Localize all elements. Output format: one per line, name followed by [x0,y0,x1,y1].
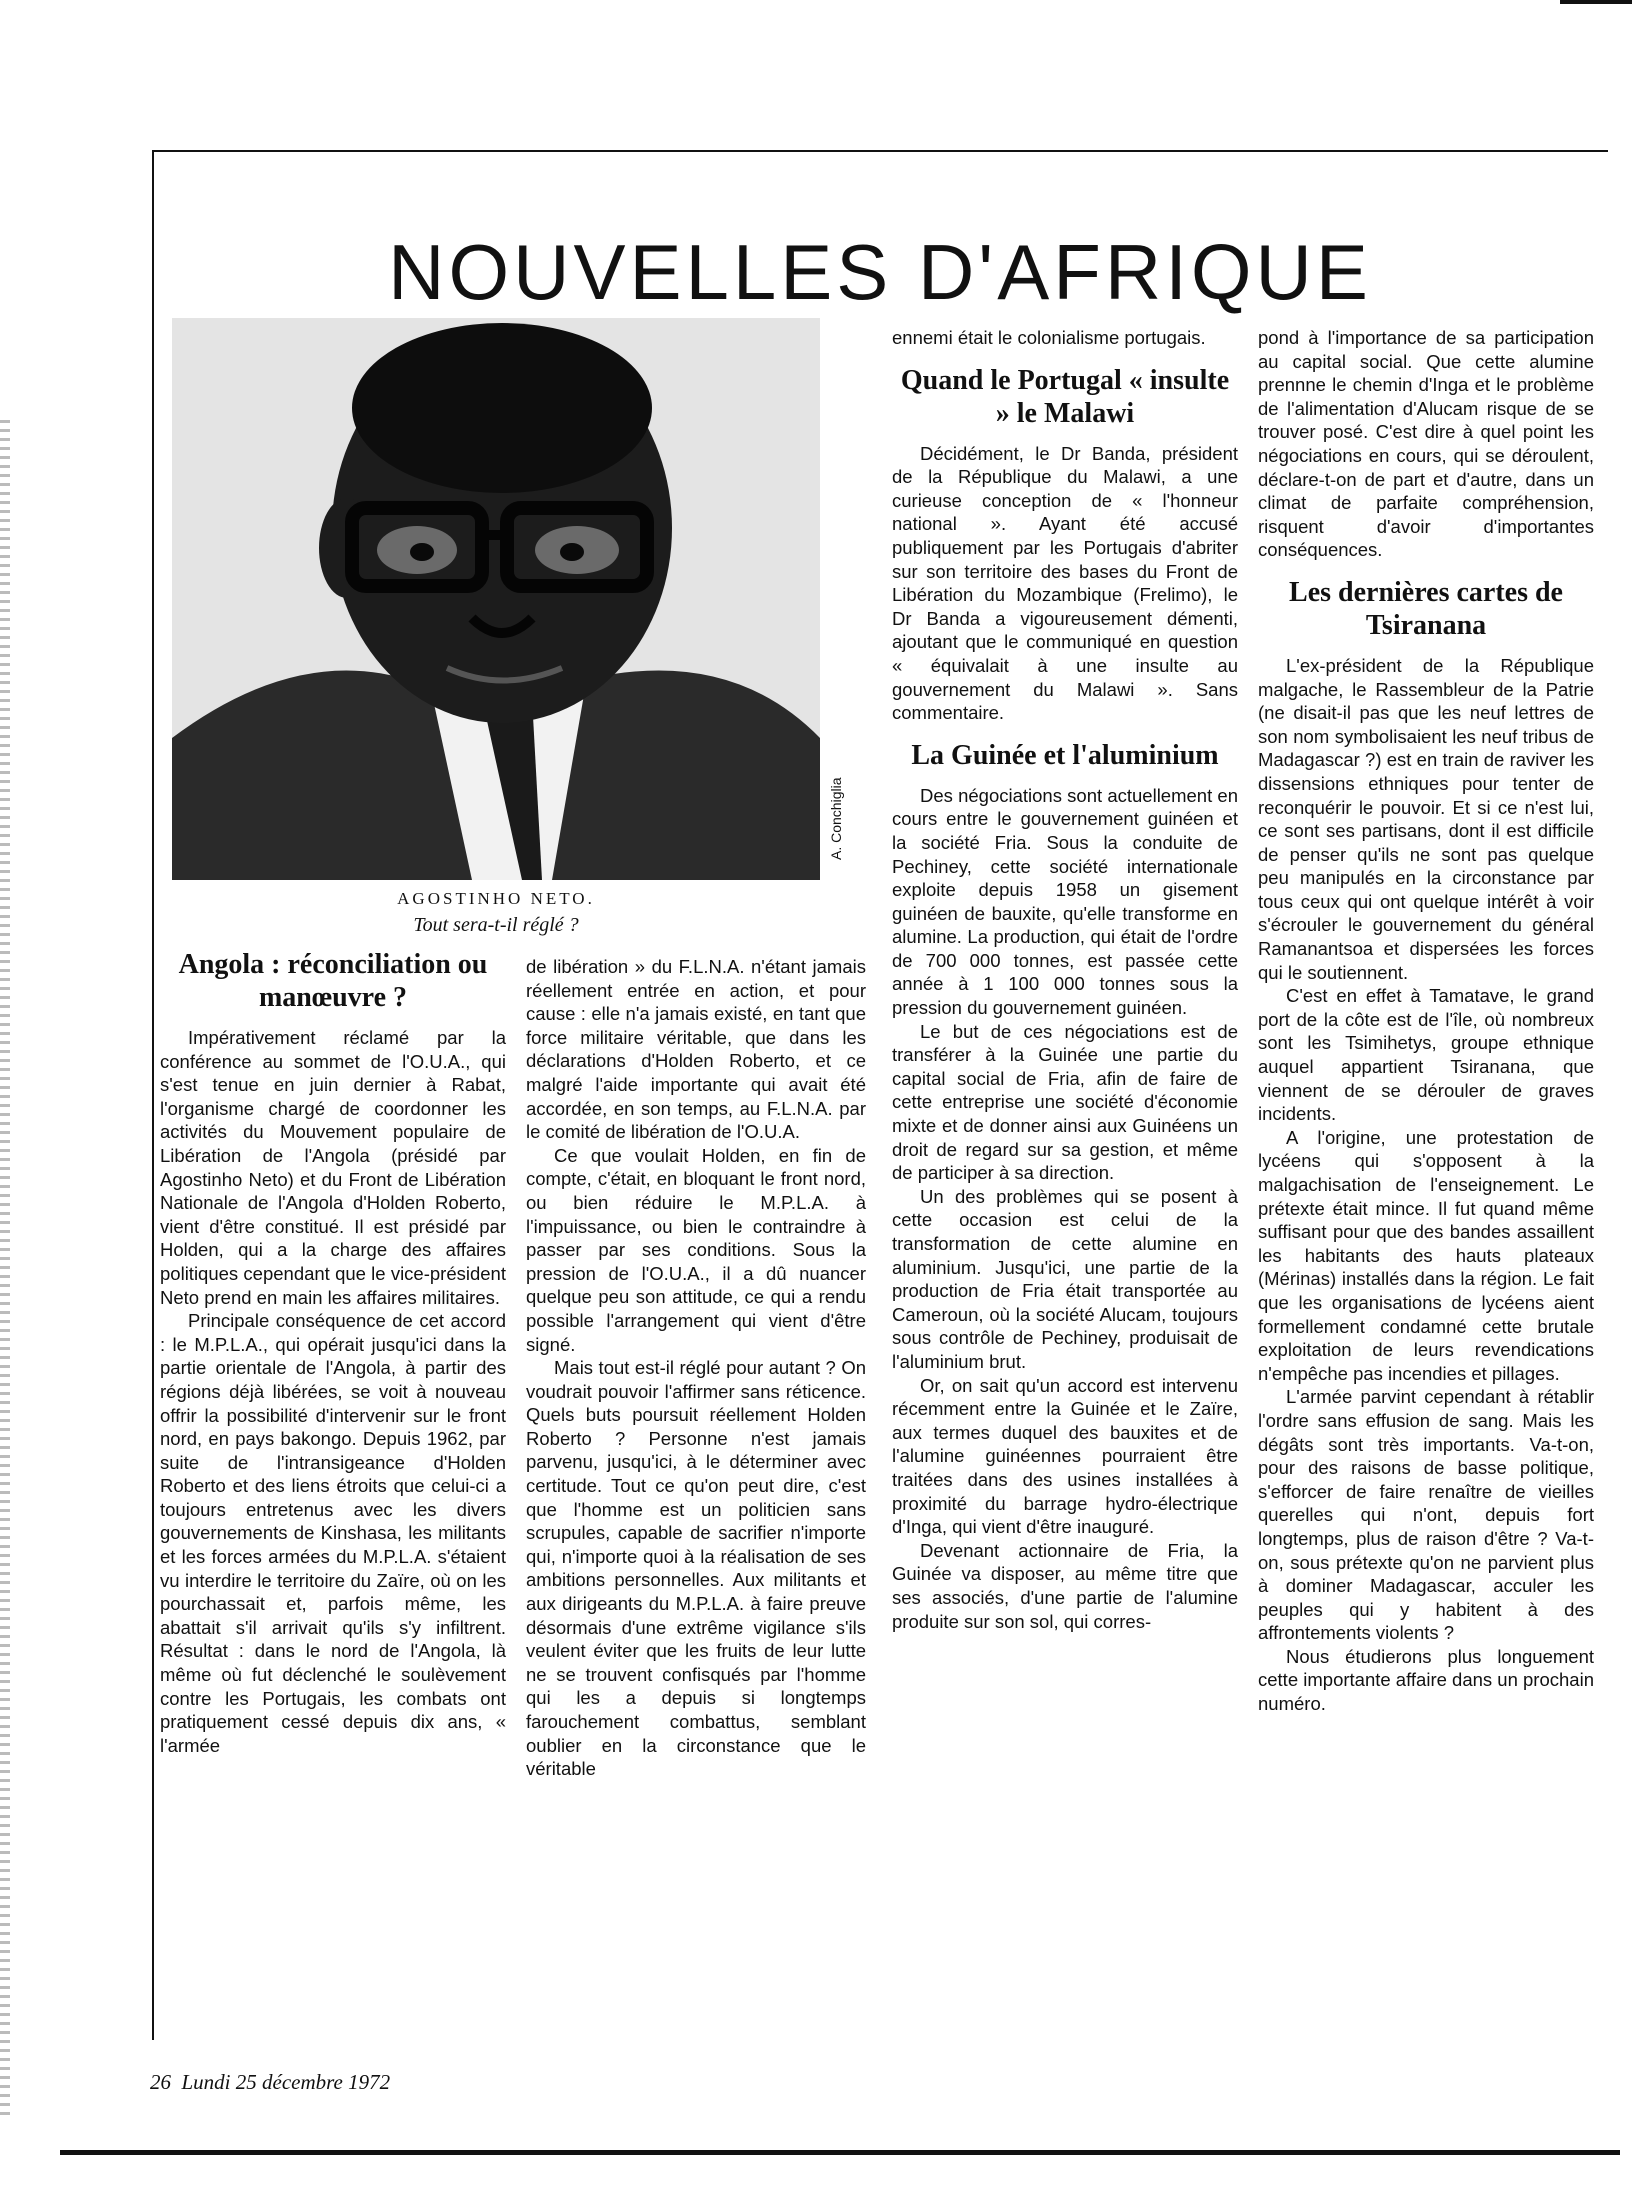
portrait-photo [172,318,820,880]
paragraph: Or, on sait qu'un accord est intervenu récemment entre la Guinée et le Zaïre, aux termes duquel des bauxites et de l'alumine guinéennes pourraient être traitées dans des usines installées à proximité du barrage hydro-électrique d'Inga, qui vient d'être inauguré. [892,1374,1238,1538]
paragraph: Mais tout est-il réglé pour autant ? On voudrait pouvoir l'affirmer sans réticence. Quels buts poursuit réellement Holden Roberto ? Personne n'est jamais parvenu, jusqu'ici, à le déterminer avec certitude. Tout ce qu'on peut dire, c'est que l'homme est un politicien sans scrupules, capable de sacrifier n'importe qui, n'importe quoi à la réalisation de ses ambitions personnelles. Aux militants et aux dirigeants du M.P.L.A. à faire preuve désormais d'une extrême vigilance s'ils veulent éviter que les fruits de leur lutte ne se trouvent confisqués par l'homme qui les a depuis si longtemps farouchement combattus, semblant oublier en la circonstance que le véritable [526,1357,866,1780]
page-number: 26 [150,2070,171,2094]
paragraph: Principale conséquence de cet accord : le M.P.L.A., qui opérait jusqu'ici dans la partie orientale de l'Angola, à partir des régions déjà libérées, se voit à nouveau offrir la possibilité d'intervenir sur le front nord, en pays bakongo. Depuis 1962, par suite de l'intransigeance d'Holden Roberto et des liens étroits que celui-ci a toujours entretenus avec les divers gouvernements de Kinshasa, les militants et les forces armées du M.P.L.A. s'étaient vu interdire le territoire du Zaïre, où on les pourchassait et, parfois même, les abattait s'il arrivait qu'ils s'y infiltrent. Résultat : dans le nord de l'Angola, là même où fut déclenché le soulèvement contre les Portugais, les combats ont pratiquement cessé depuis dix ans, « l'armée [160,1310,506,1756]
paragraph: Ce que voulait Holden, en fin de compte, c'était, en bloquant le front nord, ou bien réduire le M.P.L.A. à l'impuissance, ou bien le contraindre à passer par ses conditions. Sous la pression de l'O.U.A., il a dû nuancer quelque peu son attitude, ce qui a rendu possible l'arrangement qui vient d'être signé. [526,1144,866,1355]
paragraph: L'armée parvint cependant à rétablir l'ordre sans effusion de sang. Mais les dégâts sont très importants. Va-t-on, pour des raisons de basse politique, s'efforcer de faire renaître de vieilles querelles qui n'ont, depuis fort longtemps, plus de raison d'être ? Va-t-on, sous prétexte qu'on ne parvient plus à dominer Madagascar, acculer les peuples qui y habitent à des affrontements violents ? [1258,1386,1594,1644]
paragraph: Des négociations sont actuellement en cours entre le gouvernement guinéen et la société Fria. Sous la conduite de Pechiney, cette société internationale exploite depuis 1958 un gisement guinéen de bauxite, qu'elle transforme en alumine. La production, qui était de l'ordre de 700 000 tonnes, est passée cette année à 1 100 000 tonnes sous la pression du gouvernement guinéen. [892,784,1238,1019]
paragraph: Le but de ces négociations est de transférer à la Guinée une partie du capital social de Fria, afin de faire de cette entreprise une société d'économie mixte et de donner ainsi aux Guinéens un droit de regard sur sa gestion, et même de participer à sa direction. [892,1020,1238,1184]
paragraph: Un des problèmes qui se posent à cette occasion est celui de la transformation de cette alumine en aluminium. Jusqu'ici, une partie de la production de Fria était transportée au Cameroun, où la société Alucam, toujours sous contrôle de Pechiney, produisait de l'aluminium brut. [892,1185,1238,1372]
issue-date: Lundi 25 décembre 1972 [181,2070,391,2094]
paragraph: de libération » du F.L.N.A. n'étant jamais réellement entrée en action, et pour cause : elle n'a jamais existé, en tant que force militaire véritable, que dans les déclarations d'Holden Roberto, et ce malgré l'aide importante qui avait été accordée, en son temps, au F.L.N.A. par le comité de libération de l'O.U.A. [526,956,866,1143]
scan-edge [0,420,10,2120]
paragraph: ennemi était le colonialisme portugais. [892,327,1206,348]
paragraph: L'ex-président de la République malgache, le Rassembleur de la Patrie (ne disait-il pas que les neuf lettres de son nom symbolisaient les neuf tribus de Madagascar ?) est en train de raviver les dissensions ethniques pour tenter de reconquérir le pouvoir. Et si ce n'est lui, ce sont ses partisans, dont il est difficile de penser qu'ils ne sont pas quelque peu manipulés en la circonstance par tous ceux qui ont quelque intérêt à voir s'écrouler le gouvernement du général Ramanantsoa et dispersées les forces qui le soutiennent. [1258,654,1594,983]
paragraph: C'est en effet à Tamatave, le grand port de la côte est de l'île, où nombreux sont les Tsimihetys, groupe ethnique auquel appartient Tsiranana, que viennent de se dérouler de graves incidents. [1258,985,1594,1125]
column-angola-1 [160,940,506,1757]
photo-caption [172,886,820,938]
page-footer [150,2070,390,2095]
heading-angola: Angola : réconciliation ou manœuvre ? [178,949,488,1013]
column-angola-2 [526,955,866,1781]
paragraph: Nous étudierons plus longuement cette importante affaire dans un prochain numéro. [1258,1645,1594,1715]
page-corner-rule [1560,0,1632,18]
caption-name: AGOSTINHO NETO. [397,889,595,908]
paragraph: pond à l'importance de sa participation au capital social. Que cette alumine prennne le chemin d'Inga et le problème de l'alimentation d'Alucam risque de se trouver posé. C'est dire à quel point les négociations en cours, qui se déroulent, déclare-t-on de part et d'autre, dans un climat de parfaite compréhension, risquent d'avoir d'importantes conséquences. [1258,327,1594,561]
column-tsiranana [1258,326,1594,1716]
heading-malawi: Quand le Portugal « insulte » le Malawi [900,364,1230,429]
column-malawi-guinee [892,326,1238,1633]
photo-credit: A. Conchiglia [828,777,844,860]
paragraph: A l'origine, une protestation de lycéens qui s'opposent à la malgachisation de l'enseignement. Le prétexte était mince. Il fut quand même suffisant pour que des bandes assaillent les habitants des hauts plateaux (Mérinas) installés dans la région. Le fait que les organisations de lycéens aient formellement condamné cette brutale exploitation de leurs revendications n'empêche pas incendies et pillages. [1258,1126,1594,1384]
caption-text: Tout sera-t-il réglé ? [413,914,579,936]
heading-guinee: La Guinée et l'aluminium [911,739,1219,771]
section-title: NOUVELLES D'AFRIQUE [388,228,1372,317]
paragraph: Décidément, le Dr Banda, président de la République du Malawi, a une curieuse conception de « l'honneur national ». Ayant été accusé publiquement par les Portugais d'abriter sur son territoire des bases du Front de Libération du Mozambique (Frelimo), le Dr Banda a vigoureusement démenti, ajoutant que le communiqué en question « équivalait à une insulte au gouvernement du Malawi ». Sans commentaire. [892,442,1238,724]
paragraph: Impérativement réclamé par la conférence au sommet de l'O.U.A., qui s'est tenue en juin dernier à Rabat, l'organisme chargé de coordonner les activités du Mouvement populaire de Libération de l'Angola (présidé par Agostinho Neto) et du Front de Libération Nationale de l'Angola d'Holden Roberto, vient d'être constitué. Il est présidé par Holden, qui a la charge des affaires politiques cependant que le vice-président Neto prend en main les affaires militaires. [160,1027,506,1308]
heading-tsiranana: Les dernières cartes de Tsiranana [1289,576,1563,641]
bottom-rule [60,2150,1620,2155]
portrait-illustration [172,318,820,880]
paragraph: Devenant actionnaire de Fria, la Guinée va disposer, au même titre que ses associés, d'une partie de l'alumine produite sur son sol, qui corres- [892,1539,1238,1632]
